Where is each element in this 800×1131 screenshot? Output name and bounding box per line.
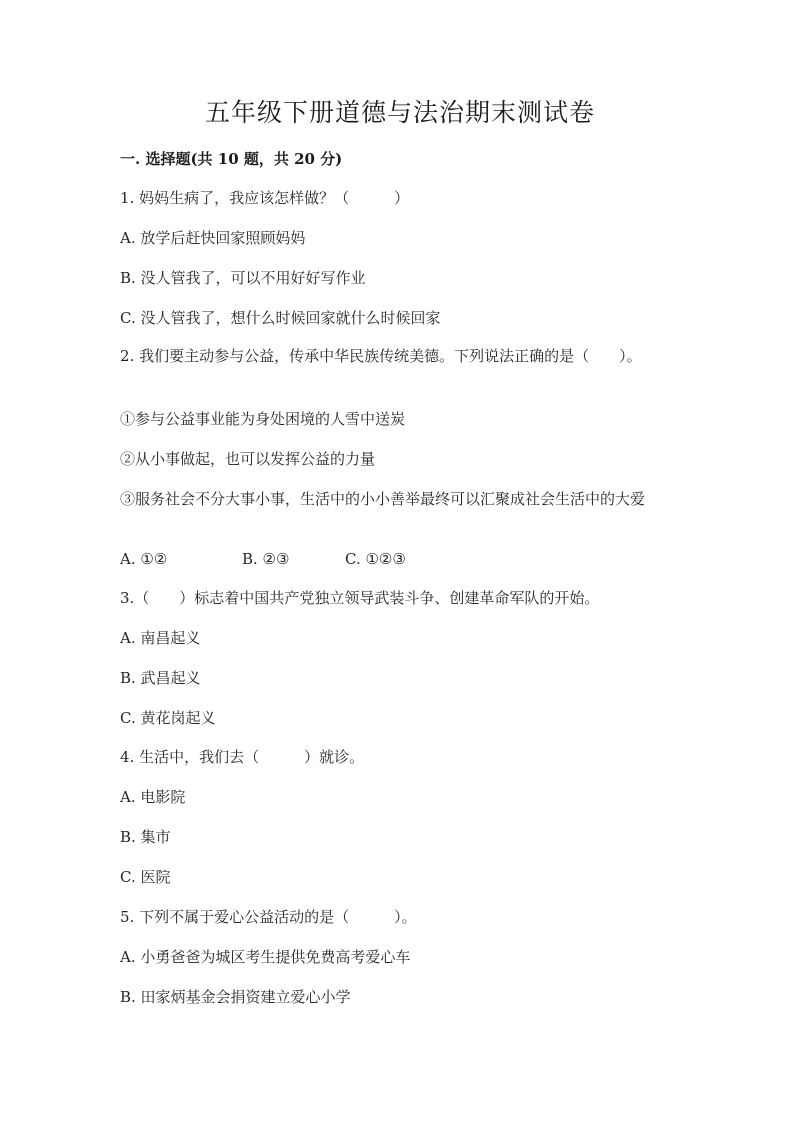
question-1-stem: 1. 妈妈生病了，我应该怎样做？（ ） xyxy=(120,189,410,207)
page-title: 五年级下册道德与法治期末测试卷 xyxy=(204,98,595,127)
question-4-option-b: B. 集市 xyxy=(120,828,171,846)
question-4-stem: 4. 生活中，我们去（ ）就诊。 xyxy=(120,748,365,766)
question-2-options xyxy=(120,548,680,570)
question-2-statement-2: ②从小事做起，也可以发挥公益的力量 xyxy=(120,450,376,468)
question-5-option-b: B. 田家炳基金会捐资建立爱心小学 xyxy=(120,988,351,1006)
question-3-option-b: B. 武昌起义 xyxy=(120,669,201,687)
question-2-option-b: B. ②③ xyxy=(242,550,290,568)
question-3-option-a: A. 南昌起义 xyxy=(120,629,201,647)
question-2-statement-3: ③服务社会不分大事小事，生活中的小小善举最终可以汇聚成社会生活中的大爱 xyxy=(120,490,646,508)
section-heading: 一. 选择题(共 10 题，共 20 分) xyxy=(120,150,343,168)
question-4-option-a: A. 电影院 xyxy=(120,788,186,806)
question-5-option-a: A. 小勇爸爸为城区考生提供免费高考爱心车 xyxy=(120,948,411,966)
question-5-stem: 5. 下列不属于爱心公益活动的是（ ）。 xyxy=(120,908,417,926)
question-2-statement-1: ①参与公益事业能为身处困境的人雪中送炭 xyxy=(120,410,406,428)
question-1-option-a: A. 放学后赶快回家照顾妈妈 xyxy=(120,229,306,247)
question-1-option-c: C. 没人管我了，想什么时候回家就什么时候回家 xyxy=(120,309,441,327)
question-2-option-c: C. ①②③ xyxy=(345,550,406,568)
question-2-stem: 2. 我们要主动参与公益，传承中华民族传统美德。下列说法正确的是（ ）。 xyxy=(120,347,642,365)
question-1-option-b: B. 没人管我了，可以不用好好写作业 xyxy=(120,269,366,287)
question-2-option-a: A. ①② xyxy=(120,550,168,568)
question-4-option-c: C. 医院 xyxy=(120,868,171,886)
question-3-option-c: C. 黄花岗起义 xyxy=(120,709,216,727)
question-3-stem: 3.（ ）标志着中国共产党独立领导武装斗争、创建革命军队的开始。 xyxy=(120,589,600,607)
